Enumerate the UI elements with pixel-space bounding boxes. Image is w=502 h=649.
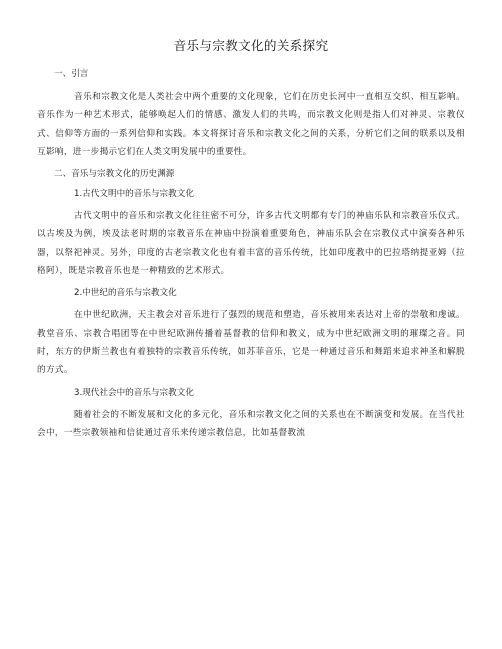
modern-paragraph: 随着社会的不断发展和文化的多元化，音乐和宗教文化之间的关系也在不断演变和发展。在当代社会中，一些宗教领袖和信徒通过音乐来传递宗教信息，比如基督教流 [37, 409, 465, 438]
section-heading-intro: 一、引言 [54, 69, 89, 79]
subsection-heading-modern: 3.现代社会中的音乐与宗教文化 [74, 387, 194, 398]
ancient-paragraph: 古代文明中的音乐和宗教文化往往密不可分，许多古代文明都有专门的神庙乐队和宗教音乐仪式。以古埃及为例，埃及法老时期的宗教音乐在神庙中扮演着重要角色，神庙乐队会在宗教仪式中演奏各种乐器，以祭祀神灵。另外，印度的古老宗教文化也有着丰富的音乐传统，比如印度教中的巴拉塔纳提亚姆（拉格阿），既是宗教音乐也是一种精致的艺术形式。 [37, 211, 465, 277]
intro-paragraph: 音乐和宗教文化是人类社会中两个重要的文化现象，它们在历史长河中一直相互交织、相互影响。音乐作为一种艺术形式，能够唤起人们的情感、激发人们的共鸣，而宗教文化则是指人们对神灵、宗教仪式、信仰等方面的一系列信仰和实践。本文将探讨音乐和宗教文化之间的关系，分析它们之间的联系以及相互影响，进一步揭示它们在人类文明发展中的重要性。 [37, 92, 465, 157]
document-title: 音乐与宗教文化的关系探究 [173, 38, 329, 53]
medieval-paragraph: 在中世纪欧洲，天主教会对音乐进行了强烈的规范和塑造，音乐被用来表达对上帝的崇敬和虔诚。教堂音乐、宗教合唱团等在中世纪欧洲传播着基督教的信仰和教义，成为中世纪欧洲文明的璀璨之音。同时，东方的伊斯兰教也有着独特的宗教音乐传统，如苏菲音乐，它是一种通过音乐和舞蹈来追求神圣和解脱的方式。 [37, 310, 465, 376]
subsection-heading-medieval: 2.中世纪的音乐与宗教文化 [74, 288, 177, 299]
section-heading-history: 二、音乐与宗教文化的历史渊源 [54, 169, 175, 180]
subsection-heading-ancient: 1.古代文明中的音乐与宗教文化 [74, 189, 194, 200]
